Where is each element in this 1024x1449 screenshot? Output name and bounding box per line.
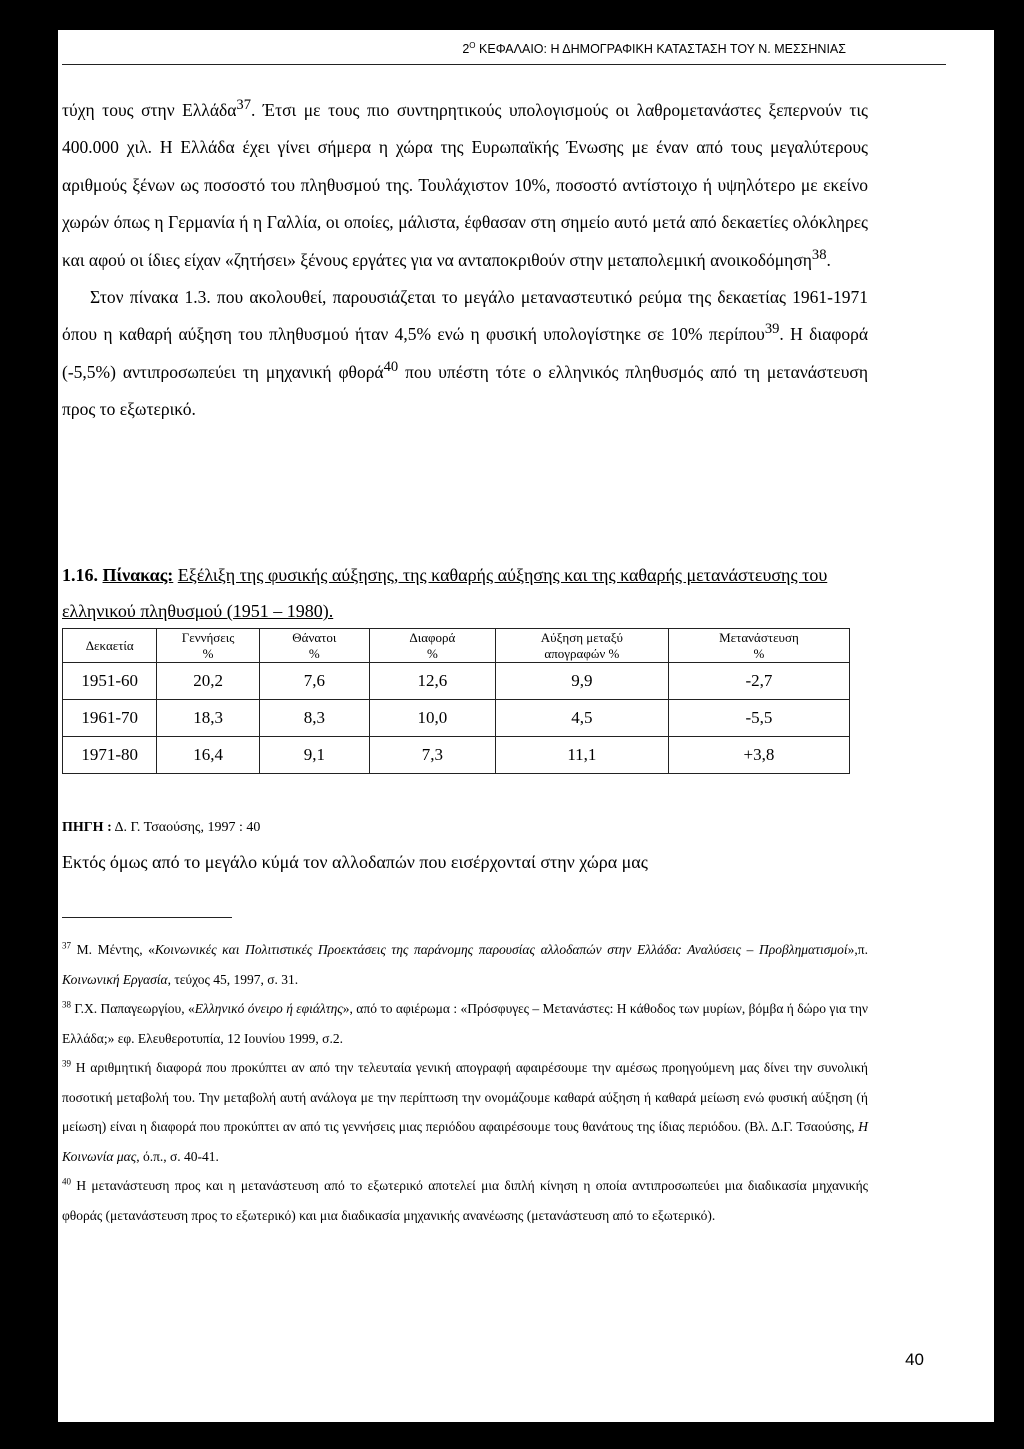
footnote-separator	[62, 917, 232, 918]
statistics-table	[62, 628, 850, 774]
footnotes	[62, 935, 868, 1230]
footnote-number: 38	[62, 999, 71, 1010]
table-cell: 16,4	[157, 737, 259, 774]
table-cell: 7,3	[369, 737, 495, 774]
source-label: ΠΗΓΗ :	[62, 820, 112, 835]
footnote-40: $^{40}$ Η μετανάστευση προς και η μετανάστευση από το εξωτερικό αποτελεί μια διπλή κίνηση η οποία αντιπροσωπεύει μια διαδικασία μηχανικής φθοράς (μετανάστευση προς το εξωτερικό) και μια διαδικασία μηχανικής ανανέωσης (μετανάστευση από το εξωτερικό).	[62, 1176, 868, 1223]
table-number: 1.16.	[62, 565, 98, 585]
table-header-cell: Μετανάστευση %	[668, 629, 849, 663]
paragraph-2: Στον πίνακα 1.3. που ακολουθεί, παρουσιάζεται το μεγάλο μεταναστευτικό ρεύμα της δεκαετίας 1961-1971 όπου η καθαρή αύξηση του πληθυσμού ήταν 4,5% ενώ η φυσική υπολογίστηκε σε 10% περίπου$^{39}$. Η διαφορά (-5,5%) αντιπροσωπεύει τη μηχανική φθορά$^{40}$ που υπέστη τότε ο ελληνικός πληθυσμός από τη μετανάστευση προς το εξωτερικό.	[62, 287, 868, 420]
continuation-text: Εκτός όμως από το μεγάλο κύμά τον αλλοδαπών που εισέρχονταί στην χώρα μας	[62, 852, 648, 872]
table-title: Εξέλιξη της φυσικής αύξησης, της καθαρής αύξησης και της καθαρής μετανάστευσης του ελληνικού πληθυσμού (1951 – 1980).	[62, 565, 828, 621]
table-cell: 1971-80	[63, 737, 157, 774]
table-header-cell: Αύξηση μεταξύ απογραφών %	[495, 629, 668, 663]
table-header-cell: Διαφορά %	[369, 629, 495, 663]
table-cell: 10,0	[369, 700, 495, 737]
table-cell: 9,9	[495, 663, 668, 700]
footnote-38: $^{38}$ Γ.Χ. Παπαγεωργίου, «Ελληνικό όνειρο ή εφιάλτης», από το αφιέρωμα : «Πρόσφυγες – Μετανάστες: Η κάθοδος των μυρίων, βόμβα ή δώρο για την Ελλάδα;» εφ. Ελευθεροτυπία, 12 Ιουνίου 1999, σ.2.	[62, 999, 869, 1046]
table-label: Πίνακας:	[102, 565, 174, 585]
table-cell: -5,5	[668, 700, 849, 737]
chapter-title: ΚΕΦΑΛΑΙΟ: Η ΔΗΜΟΓΡΑΦΙΚΗ ΚΑΤΑΣΤΑΣΗ ΤΟΥ Ν. ΜΕΣΣΗΝΙΑΣ	[479, 42, 846, 56]
table-cell: 11,1	[495, 737, 668, 774]
table-cell: +3,8	[668, 737, 849, 774]
body-text	[62, 92, 868, 429]
running-header	[62, 42, 946, 65]
page-number: 40	[905, 1350, 924, 1369]
footnote-37: $^{37}$ Μ. Μέντης, «Κοινωνικές και Πολιτιστικές Προεκτάσεις της παράνομης παρουσίας αλλοδαπών στην Ελλάδα: Αναλύσεις – Προβληματισμοί»,π. Κοινωνική Εργασία, τεύχος 45, 1997, σ. 31.	[62, 940, 868, 987]
table-cell: 12,6	[369, 663, 495, 700]
table-cell: -2,7	[668, 663, 849, 700]
table-cell: 8,3	[259, 700, 369, 737]
table-header-cell: Δεκαετία	[63, 629, 157, 663]
footnote-number: 39	[62, 1058, 71, 1069]
chapter-number: 2	[462, 42, 470, 56]
table-cell: 18,3	[157, 700, 259, 737]
table-header-cell: Γεννήσεις %	[157, 629, 259, 663]
table-cell: 4,5	[495, 700, 668, 737]
footnote-number: 37	[62, 940, 71, 951]
table-cell: 7,6	[259, 663, 369, 700]
table-caption	[62, 557, 872, 629]
source-text: Δ. Γ. Τσαούσης, 1997 : 40	[111, 820, 261, 835]
table-cell: 1961-70	[63, 700, 157, 737]
table-row	[63, 737, 850, 774]
table-cell: 9,1	[259, 737, 369, 774]
table-cell: 20,2	[157, 663, 259, 700]
paragraph-1: τύχη τους στην Ελλάδα$^{37}$. Έτσι με τους πιο συντηρητικούς υπολογισμούς οι λαθρομετανάστες ξεπερνούν τις 400.000 χιλ. Η Ελλάδα έχει γίνει σήμερα η χώρα της Ευρωπαϊκής Ένωσης με έναν από τους μεγαλύτερους αριθμούς ξένων ως ποσοστό του πληθυσμού της. Τουλάχιστον 10%, ποσοστό αντίστοιχο ή υψηλότερο με εκείνο χωρών όπως η Γερμανία ή η Γαλλία, οι οποίες, μάλιστα, έφθασαν στη σημείο αυτό μετά από δεκαετίες ολόκληρες και αφού οι ίδιες είχαν «ζητήσει» ξένους εργάτες για να ανταποκριθούν στην μεταπολεμική ανοικοδόμηση$^{38}$.	[62, 97, 868, 270]
footnote-ref-37: 37	[236, 97, 251, 114]
table-row	[63, 700, 850, 737]
table-header-cell: Θάνατοι %	[259, 629, 369, 663]
footnote-ref-38: 38	[811, 246, 827, 263]
footnote-ref-40: 40	[383, 359, 399, 376]
footnote-number: 40	[62, 1176, 71, 1187]
table-cell: 1951-60	[63, 663, 157, 700]
chapter-ordinal: Ο	[469, 40, 476, 50]
source-line	[62, 820, 260, 836]
table-header-row	[63, 629, 850, 663]
table-row	[63, 663, 850, 700]
footnote-39: $^{39}$ Η αριθμητική διαφορά που προκύπτει αν από την τελευταία γενική απογραφή αφαιρέσουμε την αμέσως προηγούμενη μας δίνει την συνολική ποσοτική μεταβολή του. Την μεταβολή αυτή ανάλογα με την περίπτωση την ονομάζουμε καθαρά αύξηση ή καθαρά μείωση ενώ φυσική αύξηση (ή μείωση) είναι η διαφορά που προκύπτει αν από τις γεννήσεις μιας περιόδου αφαιρέσουμε τους θανάτους της ίδιας περιόδου. (Βλ. Δ.Γ. Τσαούσης, Η Κοινωνία μας, ό.π., σ. 40-41.	[62, 1058, 868, 1164]
footnote-ref-39: 39	[764, 321, 780, 338]
